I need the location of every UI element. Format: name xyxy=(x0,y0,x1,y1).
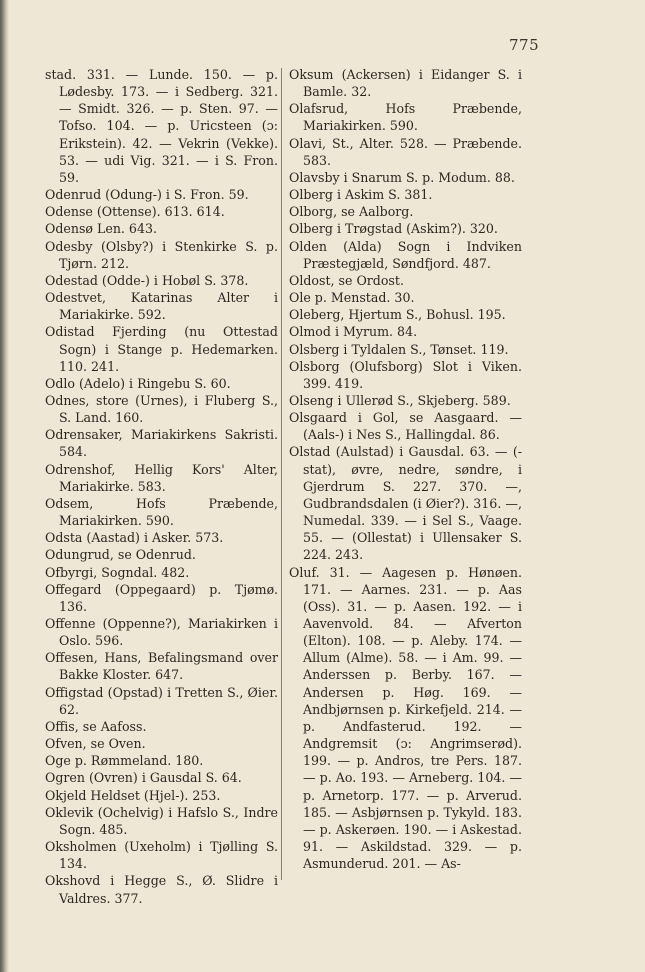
index-entry: Oge p. Rømmeland. 180. xyxy=(45,753,204,769)
index-entry: Offis, se Aafoss. xyxy=(45,718,147,734)
index-entry: Offesen, Hans, Befalingsmand over Bakke Kloster. 647. xyxy=(45,650,278,683)
index-entry: Odistad Fjerding (nu Ottestad Sogn) i Stange p. Hedemarken. 110. 241. xyxy=(45,324,278,374)
index-entry: Oluf. 31. — Aagesen p. Hønøen. 171. — Aarnes. 231. — p. Aas (Oss). 31. — p. Aasen. 192. — i Aavenvold. 84. — Afverton (Elton). 108. — p. Aleby. 174. — Allum (Alme). 58. — i Am. 99. — Anderssen p. Berby. 167. — Andersen p. Høg. 169. — Andbjørnsen p. Kirkefjeld. 214. — p. Andfasterud. 192. — Andgremsit (ɔ: Angrimserød). 199. — p. Andros, tre Pers. 187. — p. Ao. 193. — Arneberg. 104. — p. Arnetorp. 177. — p. Arverud. 185. — Asbjørnsen p. Tykyld. 183. — p. Askerøen. 190. — i Askestad. 91. — Askildstad. 329. — p. Asmunderud. 201. — As- xyxy=(289,564,522,872)
column-divider xyxy=(281,68,282,880)
index-entry: Olseng i Ullerød S., Skjeberg. 589. xyxy=(289,392,511,408)
index-entry: Odrenshof, Hellig Kors' Alter, Mariakirke. 583. xyxy=(45,461,278,494)
index-entry: Odesby (Olsby?) i Stenkirke S. p. Tjørn. 212. xyxy=(45,238,278,271)
index-entry: Olborg, se Aalborg. xyxy=(289,204,414,220)
index-entry: Olsgaard i Gol, se Aasgaard. — (Aals-) i Nes S., Hallingdal. 86. xyxy=(289,410,522,443)
index-entry: Oksholmen (Uxeholm) i Tjølling S. 134. xyxy=(45,839,278,872)
index-entry: Ole p. Menstad. 30. xyxy=(289,290,415,306)
index-entry: Olden (Alda) Sogn i Indviken Præstegjæld, Søndfjord. 487. xyxy=(289,238,522,271)
index-entry: Odungrud, se Odenrud. xyxy=(45,547,196,563)
index-column-right xyxy=(289,66,522,872)
index-entry: Odensø Len. 643. xyxy=(45,221,157,237)
index-entry: Olstad (Aulstad) i Gausdal. 63. — (-stat), øvre, nedre, søndre, i Gjerdrum S. 227. 370. —, Gudbrandsdalen (i Øier?). 316. —, Numedal. 339. — i Sel S., Vaage. 55. — (Ollestat) i Ullensaker S. 224. 243. xyxy=(289,444,522,563)
index-entry: Olberg i Trøgstad (Askim?). 320. xyxy=(289,221,498,237)
index-entry: Odenrud (Odung-) i S. Fron. 59. xyxy=(45,187,249,203)
index-entry: Offenne (Oppenne?), Mariakirken i Oslo. 596. xyxy=(45,616,278,649)
index-column-left xyxy=(45,66,278,907)
index-entry: Olavi, St., Alter. 528. — Præbende. 583. xyxy=(289,135,522,168)
index-entry: Olberg i Askim S. 381. xyxy=(289,187,433,203)
index-entry: Olsberg i Tyldalen S., Tønset. 119. xyxy=(289,341,509,357)
index-entry: Olavsby i Snarum S. p. Modum. 88. xyxy=(289,169,515,185)
index-entry: stad. 331. — Lunde. 150. — p. Lødesby. 173. — i Sedberg. 321. — Smidt. 326. — p. Sten. 97. — Tofso. 104. — p. Uricsteen (ɔ: Erikstein). 42. — Vekrin (Vekke). 53. — udi Vig. 321. — i S. Fron. 59. xyxy=(45,67,278,185)
page-number: 775 xyxy=(509,36,540,54)
index-entry: Oksum (Ackersen) i Eidanger S. i Bamle. 32. xyxy=(289,67,522,100)
index-entry: Odlo (Adelo) i Ringebu S. 60. xyxy=(45,375,231,391)
index-entry: Ofbyrgi, Sogndal. 482. xyxy=(45,564,190,580)
index-entry: Okshovd i Hegge S., Ø. Slidre i Valdres. 377. xyxy=(45,873,278,906)
index-entry: Odsem, Hofs Præbende, Mariakirken. 590. xyxy=(45,495,278,529)
index-entry: Olmod i Myrum. 84. xyxy=(289,324,418,340)
index-entry: Odestvet, Katarinas Alter i Mariakirke. 592. xyxy=(45,290,278,323)
index-entry: Odrensaker, Mariakirkens Sakristi. 584. xyxy=(45,427,278,460)
index-entry: Odestad (Odde-) i Hobøl S. 378. xyxy=(45,272,249,288)
index-entry: Oklevik (Ochelvig) i Hafslo S., Indre Sogn. 485. xyxy=(45,804,278,837)
index-entry: Ogren (Ovren) i Gausdal S. 64. xyxy=(45,770,242,786)
index-entry: Okjeld Heldset (Hjel-). 253. xyxy=(45,787,221,803)
index-entry: Offegard (Oppegaard) p. Tjømø. 136. xyxy=(45,581,278,614)
index-entry: Oleberg, Hjertum S., Bohusl. 195. xyxy=(289,307,506,323)
index-entry: Olafsrud, Hofs Præbende, Mariakirken. 590. xyxy=(289,101,522,134)
index-entry: Oldost, se Ordost. xyxy=(289,272,404,288)
index-entry: Ofven, se Oven. xyxy=(45,736,146,752)
page-binding-edge xyxy=(0,0,9,972)
index-entry: Offigstad (Opstad) i Tretten S., Øier. 62. xyxy=(45,684,278,717)
index-entry: Odnes, store (Urnes), i Fluberg S., S. Land. 160. xyxy=(45,392,278,426)
index-entry: Odense (Ottense). 613. 614. xyxy=(45,204,225,220)
index-entry: Odsta (Aastad) i Asker. 573. xyxy=(45,530,224,546)
index-entry: Olsborg (Olufsborg) Slot i Viken. 399. 419. xyxy=(289,358,522,391)
